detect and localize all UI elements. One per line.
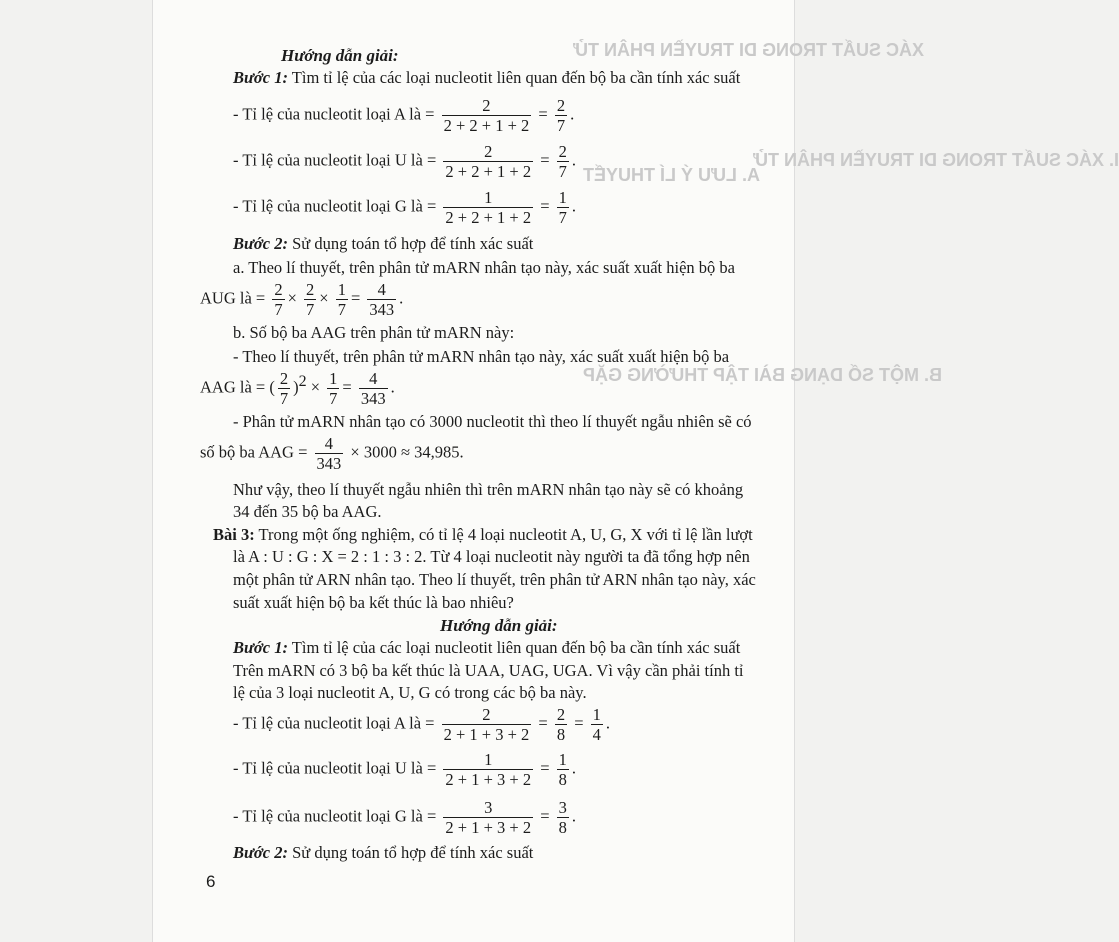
ratio-g-result: $\frac{1}{7}$ xyxy=(558,188,567,227)
part-b-line: b. Số bộ ba AAG trên phân tử mARN này: xyxy=(233,323,515,342)
ratio-a-fraction: $\frac{2}{2 + 2 + 1 + 2}$ xyxy=(443,96,530,135)
ratio-g-row: - Tỉ lệ của nucleotit loại G là = $\frac{1}{2 + 2 + 1 + 2}$ = $\frac{1}{7}$ . xyxy=(233,188,577,227)
ratio-u-label: - Tỉ lệ của nucleotit loại U là = xyxy=(233,150,437,170)
bleed-through-heading: I. XÁC SUẤT TRONG DI TRUYỀN PHÂN TỬ xyxy=(753,150,1119,170)
count-prefix: số bộ ba AAG = xyxy=(200,442,308,462)
p2-ratio-g-result: $\frac{3}{8}$ xyxy=(558,798,567,837)
page-number: 6 xyxy=(206,872,216,891)
p2-ratio-u-result: $\frac{1}{8}$ xyxy=(558,750,567,789)
p2-step2-line xyxy=(233,843,533,863)
p2-ratio-g-label: - Tỉ lệ của nucleotit loại G là = xyxy=(233,806,437,826)
step2-label: Bước 2: xyxy=(233,234,288,253)
count-fraction: $\frac{4}{343}$ xyxy=(316,434,342,473)
ratio-u-result: $\frac{2}{7}$ xyxy=(558,142,567,181)
p2-step1-text: Tìm tỉ lệ của các loại nucleotit liên quan đến bộ ba cần tính xác suất xyxy=(287,638,741,657)
bai3-line4: suất xuất hiện bộ ba kết thúc là bao nhiêu? xyxy=(233,593,514,612)
conclusion-line2: 34 đến 35 bộ ba AAG. xyxy=(233,502,382,521)
p2-ratio-a-label: - Tỉ lệ của nucleotit loại A là = xyxy=(233,713,435,733)
bleed-through-header: XÁC SUẤT TRONG DI TRUYỀN PHÂN TỬ xyxy=(573,40,924,60)
p2-ratio-a-simplified: $\frac{1}{4}$ xyxy=(592,705,601,744)
bai3-label: Bài 3: xyxy=(213,525,255,544)
step1-text: Tìm tỉ lệ của các loại nucleotit liên quan đến bộ ba cần tính xác suất xyxy=(287,68,741,87)
ratio-g-label: - Tỉ lệ của nucleotit loại G là = xyxy=(233,196,437,216)
p2-line-b: lệ của 3 loại nucleotit A, U, G có trong các bộ ba này. xyxy=(233,683,587,702)
part-a-line: a. Theo lí thuyết, trên phân tử mARN nhân tạo này, xác suất xuất hiện bộ ba xyxy=(233,258,735,277)
part-b-line3: - Phân tử mARN nhân tạo có 3000 nucleotit thì theo lí thuyết ngẫu nhiên sẽ có xyxy=(233,412,752,431)
aag-result: $\frac{4}{343}$ xyxy=(360,369,386,408)
solution-heading-1: Hướng dẫn giải: xyxy=(281,46,399,65)
p2-ratio-a-result: $\frac{2}{8}$ xyxy=(556,705,566,744)
ratio-g-fraction: $\frac{1}{2 + 2 + 1 + 2}$ xyxy=(445,188,532,227)
book-page xyxy=(153,0,1119,942)
bai3-text1: Trong một ống nghiệm, có tỉ lệ 4 loại nucleotit A, U, G, X với tỉ lệ lần lượt xyxy=(254,525,753,544)
aug-result: $\frac{4}{343}$ xyxy=(369,280,395,319)
step1-label: Bước 1: xyxy=(233,68,288,87)
ratio-a-row: - Tỉ lệ của nucleotit loại A là = $\frac{2}{2 + 2 + 1 + 2}$ = $\frac{2}{7}$ . xyxy=(233,96,575,135)
ratio-a-label: - Tỉ lệ của nucleotit loại A là = xyxy=(233,104,435,124)
p2-line-a: Trên mARN có 3 bộ ba kết thúc là UAA, UAG, UGA. Vì vậy cần phải tính tỉ xyxy=(233,661,744,680)
bai3-line2: là A : U : G : X = 2 : 1 : 3 : 2. Từ 4 loại nucleotit này người ta đã tổng hợp nên xyxy=(233,547,750,566)
step1-line xyxy=(233,68,740,88)
ratio-u-fraction: $\frac{2}{2 + 2 + 1 + 2}$ xyxy=(445,142,532,181)
p2-step1-line xyxy=(233,638,740,658)
step2-line xyxy=(233,234,533,254)
p2-ratio-u-fraction: $\frac{1}{2 + 1 + 3 + 2}$ xyxy=(445,750,532,789)
p2-ratio-u-label: - Tỉ lệ của nucleotit loại U là = xyxy=(233,758,437,778)
bleed-through-heading2: A. LƯU Ý LÍ THUYẾT xyxy=(583,165,760,185)
ratio-u-row: - Tỉ lệ của nucleotit loại U là = $\frac{2}{2 + 2 + 1 + 2}$ = $\frac{2}{7}$ . xyxy=(233,142,577,181)
bai3-line1 xyxy=(213,525,753,545)
p2-step1-label: Bước 1: xyxy=(233,638,288,657)
part-b-line2: - Theo lí thuyết, trên phân tử mARN nhân tạo này, xác suất xuất hiện bộ ba xyxy=(233,347,730,366)
conclusion-line1: Như vậy, theo lí thuyết ngẫu nhiên thì trên mARN nhân tạo này sẽ có khoảng xyxy=(233,480,744,499)
p2-ratio-a-row: - Tỉ lệ của nucleotit loại A là = $\frac{2}{2 + 1 + 3 + 2}$ = $\frac{2}{8}$ = $\frac{1}{4}$ . xyxy=(233,705,610,744)
p2-ratio-a-fraction: $\frac{2}{2 + 1 + 3 + 2}$ xyxy=(443,705,530,744)
aug-formula: AUG là = $\frac{2}{7}$ × $\frac{2}{7}$ × $\frac{1}{7}$ = $\frac{4}{343}$ . xyxy=(200,280,404,319)
p2-ratio-g-row: - Tỉ lệ của nucleotit loại G là = $\frac{3}{2 + 1 + 3 + 2}$ = $\frac{3}{8}$ . xyxy=(233,798,577,837)
solution-heading-2: Hướng dẫn giải: xyxy=(440,616,558,635)
p2-step2-text: Sử dụng toán tổ hợp để tính xác suất xyxy=(287,843,534,862)
ratio-a-result: $\frac{2}{7}$ xyxy=(556,96,566,135)
count-formula xyxy=(200,434,464,473)
aag-formula: AAG là = ( $\frac{2}{7}$ )$^2$ × $\frac{1}{7}$ = $\frac{4}{343}$ . xyxy=(200,369,395,408)
aug-prefix: AUG là = xyxy=(200,288,266,308)
p2-ratio-u-row: - Tỉ lệ của nucleotit loại U là = $\frac{1}{2 + 1 + 3 + 2}$ = $\frac{1}{8}$ . xyxy=(233,750,577,789)
step2-text: Sử dụng toán tổ hợp để tính xác suất xyxy=(287,234,534,253)
bai3-line3: một phân tử ARN nhân tạo. Theo lí thuyết, trên phân tử ARN nhân tạo này, xác xyxy=(233,570,756,589)
p2-step2-label: Bước 2: xyxy=(233,843,288,862)
count-suffix: × 3000 ≈ 34,985. xyxy=(350,442,464,462)
p2-ratio-g-fraction: $\frac{3}{2 + 1 + 3 + 2}$ xyxy=(445,798,532,837)
aag-prefix: AAG là = xyxy=(200,377,266,397)
bleed-through-heading3: B. MỘT SỐ DẠNG BÀI TẬP THƯỜNG GẶP xyxy=(583,365,942,385)
